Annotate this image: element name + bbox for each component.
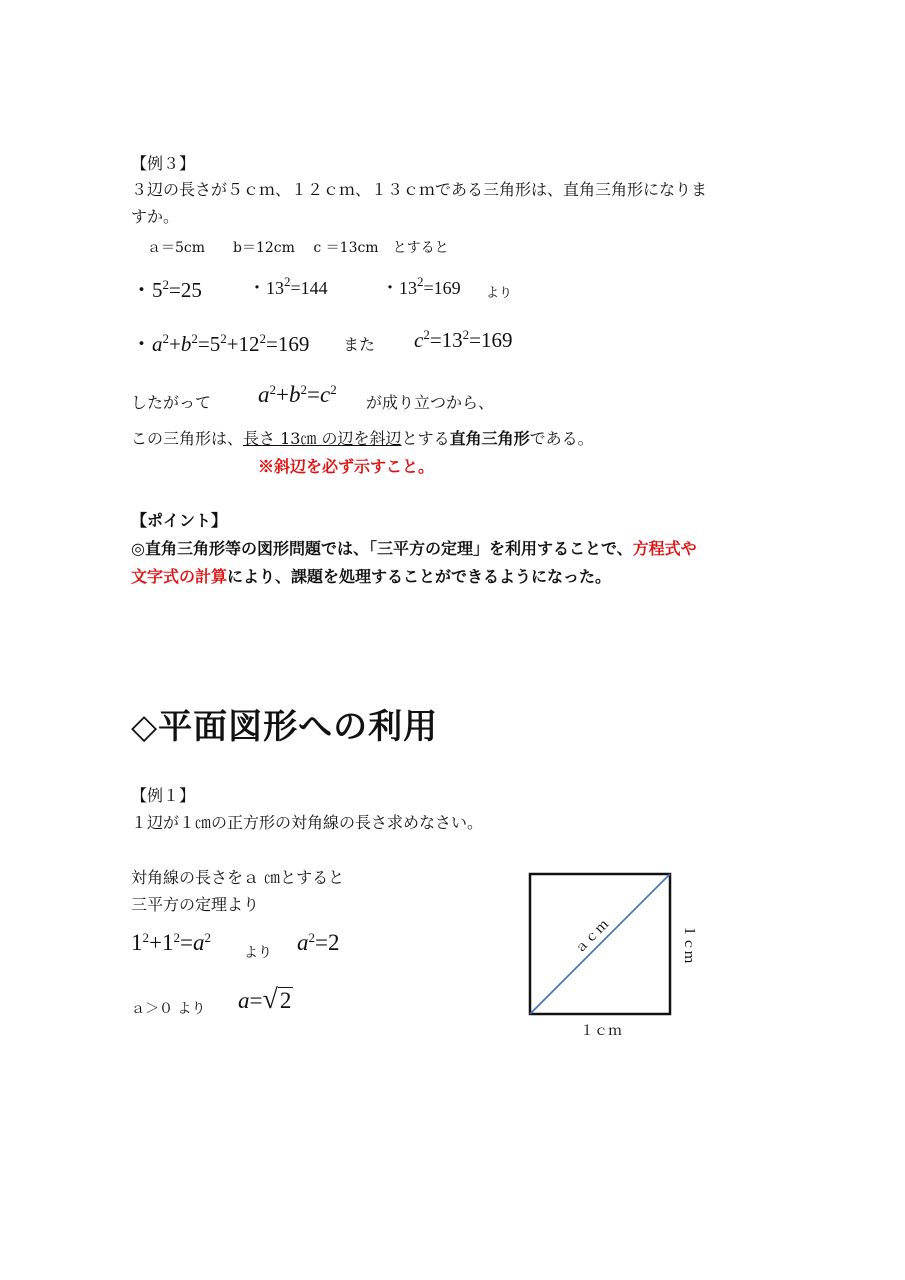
point-line1: ◎直角三角形等の図形問題では、「三平方の定理」を利用することで、方程式や (131, 539, 697, 558)
example3-question-line2: すか。 (131, 207, 180, 226)
mata-label: また (343, 335, 376, 354)
example1-theorem: 三平方の定理より (131, 895, 260, 914)
example1-let: 対角線の長さをａ ㎝とすると (131, 868, 345, 887)
example1-yori: より (244, 945, 272, 961)
example1-a-squared: $a^2=2$ (297, 930, 340, 955)
therefore-suffix: が成り立つから、 (366, 393, 495, 412)
example1-heading: 【例１】 (131, 786, 196, 805)
sum-equation: ・$a^2+b^2=5^2+12^2=169$ (131, 331, 310, 356)
diagonal-label: ａｃｍ (572, 916, 613, 957)
hypotenuse-note: ※斜辺を必ず示すこと。 (258, 457, 435, 476)
example3-question-line1: ３辺の長さが５ｃｍ、１２ｃｍ、１３ｃｍである三角形は、直角三角形になりま (131, 180, 708, 199)
example1-result: a=√2 (238, 984, 292, 1015)
example1-equation: $1^2+1^2=a^2$ (131, 930, 211, 955)
point-heading: 【ポイント】 (131, 511, 228, 530)
conclusion-text: この三角形は、長さ 13㎝ の辺を斜辺とする直角三角形である。 (131, 429, 594, 448)
hypotenuse-phrase: 長さ 13㎝ の辺を斜辺 (243, 429, 402, 448)
square-13-169: ・$13^2=169$ (381, 274, 461, 298)
c-squared-equation: $c^2=13^2=169$ (414, 327, 513, 352)
example3-heading: 【例３】 (131, 154, 196, 173)
square-5: ・$5^2=25$ (131, 277, 202, 302)
section-title: ◇平面図形への利用 (131, 707, 439, 747)
example1-question: １辺が１㎝の正方形の対角線の長さ求めなさい。 (131, 813, 484, 832)
example1-condition: ａ＞０ より (131, 1001, 206, 1017)
yori-label: より (486, 286, 513, 301)
diagonal-line (530, 874, 670, 1014)
square-13-144: ・$13^2=144$ (248, 274, 328, 298)
therefore-label: したがって (131, 393, 212, 412)
example3-assumption: ａ＝5cm b＝12cm c ＝13cm とすると (147, 240, 449, 256)
point-line2: 文字式の計算により、課題を処理することができるようになった。 (131, 567, 612, 586)
right-side-label: １ｃｍ (681, 924, 696, 964)
pythagoras-equation: $a^2+b^2=c^2$ (258, 382, 337, 407)
bottom-side-label: １ｃｍ (580, 1023, 622, 1039)
